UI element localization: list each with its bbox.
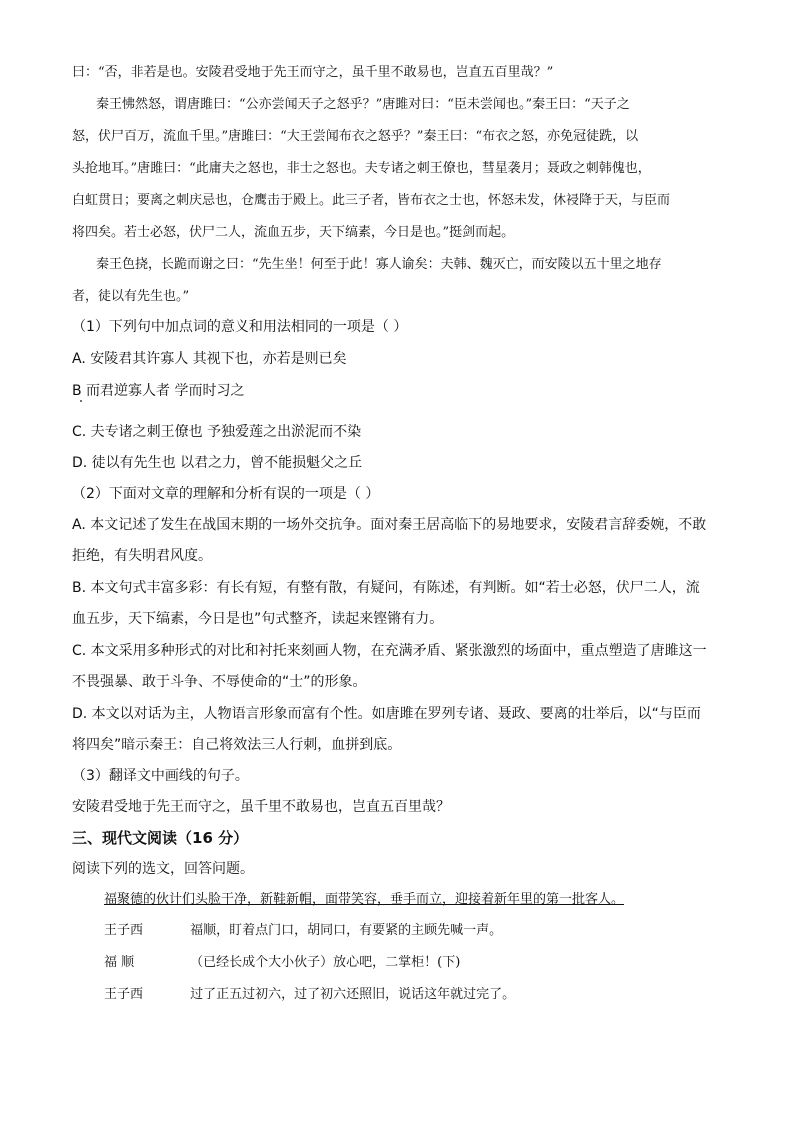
script-line (104, 984, 724, 1006)
question-3-stem: （3）翻译文中画线的句子。 (72, 768, 249, 784)
passage-line-6: 将四矣。若士必怒，伏尸二人，流血五步，天下缟素，今日是也。”挺剑而起。 (72, 225, 515, 240)
script-line (104, 952, 724, 974)
question-2-option-b-line-1: B. 本文句式丰富多彩：有长有短，有整有散，有疑问，有陈述，有判断。如“若士必怒，伏尸二人，流 (72, 580, 700, 596)
passage-line-2: 秦王怫然怒，谓唐雎曰：“公亦尝闻天子之怒乎？”唐雎对曰：“臣未尝闻也。”秦王曰：“天子之 (96, 97, 630, 112)
passage-line-5: 白虹贯日；要离之刺庆忌也，仓鹰击于殿上。此三子者，皆布衣之士也，怀怒未发，休祲降于天，与臣而 (72, 193, 671, 208)
question-2-option-a-line-1: A. 本文记述了发生在战国末期的一场外交抗争。面对秦王居高临下的易地要求，安陵君言辞委婉，不敢 (72, 517, 707, 533)
script-speaker: 王子西 (104, 923, 144, 938)
script-line (104, 920, 724, 942)
question-2-option-a-line-2: 拒绝，有失明君风度。 (72, 548, 212, 564)
question-2-option-b-line-2: 血五步，天下缟素，今日是也”句式整齐，读起来铿锵有力。 (72, 611, 444, 627)
script-speaker: 福 顺 (104, 955, 135, 970)
question-2-option-d-line-1: D. 本文以对话为主，人物语言形象而富有个性。如唐雎在罗列专诸、聂政、要离的壮举后，以“与臣而 (72, 706, 701, 722)
section-3-instruction: 阅读下列的选文，回答问题。 (72, 861, 254, 877)
question-3-sentence: 安陵君受地于先王而守之，虽千里不敢易也，岂直五百里哉？ (72, 799, 450, 815)
question-1-option-d: D. 徒以有先生也 以君之力，曾不能损魁父之丘 (72, 455, 363, 471)
question-2-option-d-line-2: 将四矣”暗示秦王：自己将效法三人行刺，血拼到底。 (72, 737, 402, 753)
script-dialogue: 过了正五过初六，过了初六还照旧，说话这年就过完了。 (190, 987, 516, 1002)
stage-direction: 福聚德的伙计们头脸干净，新鞋新帽，面带笑容，垂手而立，迎接着新年里的第一批客人。 (104, 892, 625, 907)
question-1-option-c: C. 夫专诸之刺王僚也 予独爱莲之出淤泥而不染 (72, 424, 362, 440)
passage-line-8: 者，徒以有先生也。” (72, 289, 190, 304)
section-3-title: 三、现代文阅读（16 分） (72, 829, 249, 847)
passage-line-4: 头抢地耳。”唐雎曰：“此庸夫之怒也，非士之怒也。夫专诸之刺王僚也，彗星袭月；聂政之刺韩傀也， (72, 161, 651, 176)
question-1-option-b: B 而君逆寡人者 学而时习之 (72, 383, 245, 399)
question-2-stem: （2）下面对文章的理解和分析有误的一项是（ ） (72, 486, 380, 502)
passage-line-7: 秦王色挠，长跪而谢之曰：“先生坐！何至于此！寡人谕矣：夫韩、魏灭亡，而安陵以五十里之地存 (96, 257, 662, 272)
stray-dot (80, 400, 82, 402)
question-2-option-c-line-2: 不畏强暴、敢于斗争、不辱使命的“士”的形象。 (72, 674, 367, 690)
question-1-stem: （1）下列句中加点词的意义和用法相同的一项是（ ） (72, 319, 408, 335)
question-1-option-a: A. 安陵君其许寡人 其视下也，亦若是则已矣 (72, 351, 347, 367)
script-speaker: 王子西 (104, 987, 144, 1002)
script-dialogue: 福顺，盯着点门口，胡同口，有要紧的主顾先喊一声。 (190, 923, 503, 938)
passage-line-3: 怒，伏尸百万，流血千里。”唐雎曰：“大王尝闻布衣之怒乎？”秦王曰：“布衣之怒，亦免冠徒跣，以 (72, 129, 639, 144)
passage-line-1: 曰：“否，非若是也。安陵君受地于先王而守之，虽千里不敢易也，岂直五百里哉？” (72, 65, 554, 80)
question-2-option-c-line-1: C. 本文采用多种形式的对比和衬托来刻画人物，在充满矛盾、紧张激烈的场面中，重点塑造了唐雎这一 (72, 643, 707, 659)
script-dialogue: （已经长成个大小伙子）放心吧，二掌柜！(下) (190, 955, 461, 970)
